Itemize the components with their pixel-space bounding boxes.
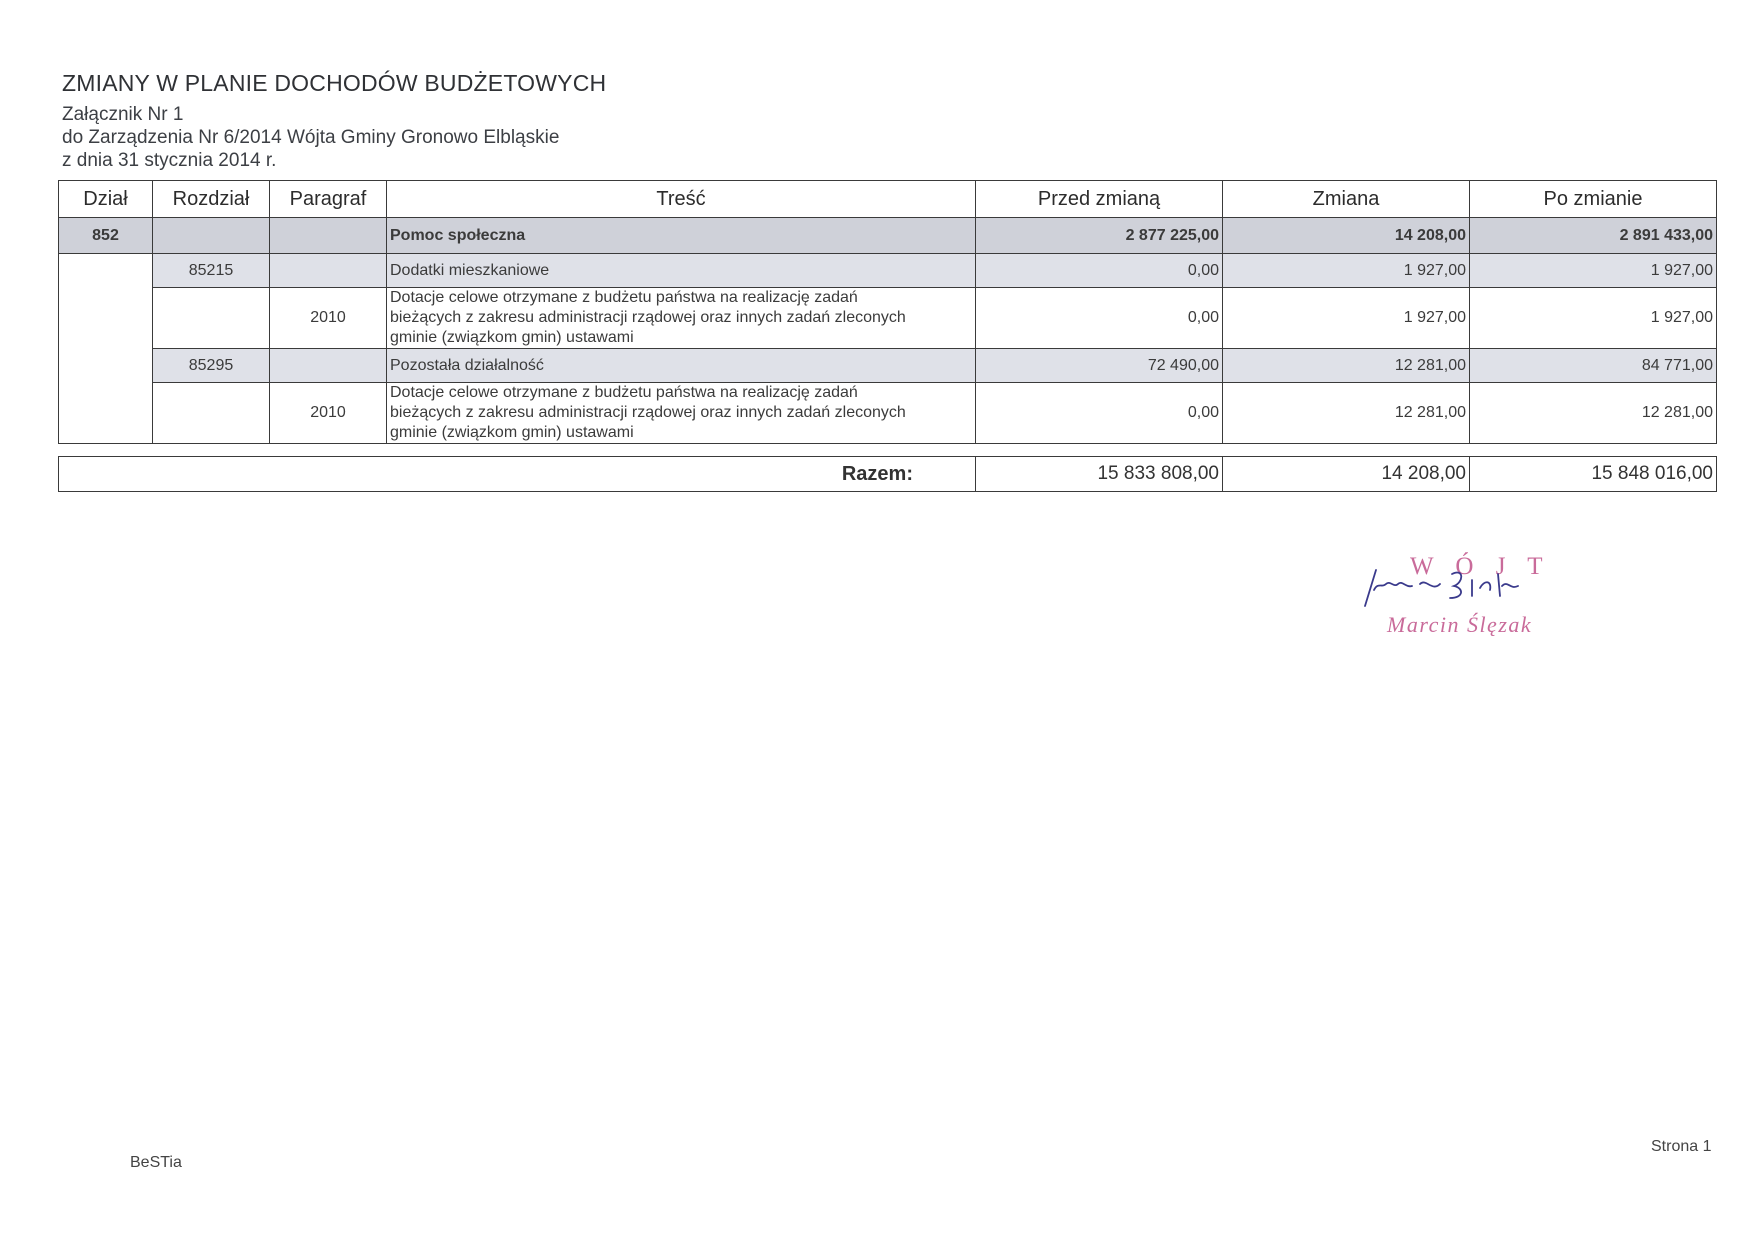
paragraf-description-line: bieżących z zakresu administracji rządowej oraz innych zadań zleconych [390,309,906,326]
paragraf-description-line: Dotacje celowe otrzymane z budżetu państwa na realizację zadań [390,384,858,401]
total-change: 14 208,00 [1223,457,1470,492]
stamp-name: Marcin Ślęzak [1387,612,1533,637]
header-przed-zmiana: Przed zmianą [976,181,1223,218]
empty-cell [270,218,387,254]
paragraf-change: 1 927,00 [1223,288,1470,349]
paragraf-code: 2010 [270,288,387,349]
rozdzial-change: 1 927,00 [1223,254,1470,288]
dzial-after: 2 891 433,00 [1470,218,1717,254]
attachment-line: Załącznik Nr 1 [62,104,184,125]
paragraf-change: 12 281,00 [1223,383,1470,444]
paragraf-description [387,383,976,444]
total-table [58,456,1717,492]
total-before: 15 833 808,00 [976,457,1223,492]
stamp-title: W Ó J T [1410,553,1551,580]
table-row-paragraf [59,288,1717,349]
footer-page-number: Strona 1 [1651,1138,1712,1155]
paragraf-description-line: gminie (związkom gmin) ustawami [390,424,634,441]
total-label: Razem: [59,457,976,492]
table-row-rozdzial [59,349,1717,383]
dzial-span-cell [59,254,153,444]
table-header-row [59,181,1717,218]
paragraf-before: 0,00 [976,383,1223,444]
total-after: 15 848 016,00 [1470,457,1717,492]
rozdzial-name: Pozostała działalność [387,349,976,383]
empty-cell [153,218,270,254]
document-title: ZMIANY W PLANIE DOCHODÓW BUDŻETOWYCH [62,70,607,96]
document-header [62,70,606,172]
paragraf-description [387,288,976,349]
paragraf-code: 2010 [270,383,387,444]
rozdzial-after: 1 927,00 [1470,254,1717,288]
rozdzial-code: 85215 [153,254,270,288]
paragraf-after: 12 281,00 [1470,383,1717,444]
header-dzial: Dział [59,181,153,218]
dzial-change: 14 208,00 [1223,218,1470,254]
ordinance-line: do Zarządzenia Nr 6/2014 Wójta Gminy Gronowo Elbląskie [62,127,560,148]
total-row [59,457,1717,492]
dzial-name: Pomoc społeczna [387,218,976,254]
header-tresc: Treść [387,181,976,218]
paragraf-before: 0,00 [976,288,1223,349]
paragraf-after: 1 927,00 [1470,288,1717,349]
header-zmiana: Zmiana [1223,181,1470,218]
paragraf-description-line: bieżących z zakresu administracji rządowej oraz innych zadań zleconych [390,404,906,421]
footer-software-name: BeSTia [130,1154,182,1171]
empty-cell [153,288,270,349]
paragraf-description-line: Dotacje celowe otrzymane z budżetu państwa na realizację zadań [390,289,858,306]
budget-changes-table [58,180,1717,444]
rozdzial-name: Dodatki mieszkaniowe [387,254,976,288]
dzial-code: 852 [59,218,153,254]
dzial-before: 2 877 225,00 [976,218,1223,254]
empty-cell [270,349,387,383]
header-rozdzial: Rozdział [153,181,270,218]
rozdzial-before: 0,00 [976,254,1223,288]
header-paragraf: Paragraf [270,181,387,218]
table-row-rozdzial [59,254,1717,288]
header-po-zmianie: Po zmianie [1470,181,1717,218]
rozdzial-code: 85295 [153,349,270,383]
rozdzial-after: 84 771,00 [1470,349,1717,383]
paragraf-description-line: gminie (związkom gmin) ustawami [390,329,634,346]
empty-cell [270,254,387,288]
table-row-paragraf [59,383,1717,444]
rozdzial-before: 72 490,00 [976,349,1223,383]
table-row-dzial [59,218,1717,254]
rozdzial-change: 12 281,00 [1223,349,1470,383]
date-line: z dnia 31 stycznia 2014 r. [62,150,277,171]
empty-cell [153,383,270,444]
